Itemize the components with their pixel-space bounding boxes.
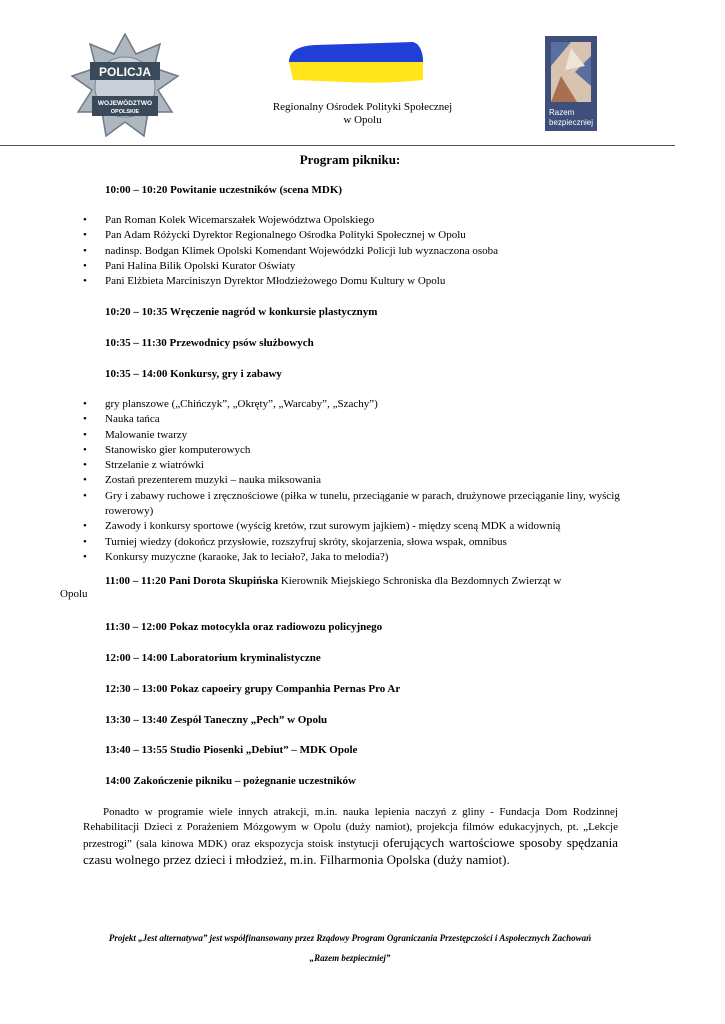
bullet-icon: • bbox=[83, 459, 87, 472]
slot-title: Pokaz capoeiry grupy Companhia Pernas Pro Ar bbox=[170, 683, 401, 695]
bullet-icon: • bbox=[83, 244, 87, 257]
list-item-text: Gry i zabawy ruchowe i zręcznościowe (piłka w tunelu, przeciąganie w parach, drużynowe przeciąganie liny, wyścig rowerowy) bbox=[105, 489, 620, 518]
slot-description: Kierownik Miejskiego Schroniska dla Bezdomnych Zwierząt w bbox=[280, 575, 562, 587]
bullet-icon: • bbox=[83, 398, 87, 410]
list-item bbox=[0, 458, 640, 473]
police-logo-text: POLICJA bbox=[98, 65, 152, 79]
slot-time: 12:30 – 13:00 bbox=[105, 683, 168, 695]
slot-title: Przewodnicy psów służbowych bbox=[169, 337, 314, 349]
slot-time: 13:30 – 13:40 bbox=[105, 714, 168, 726]
bullet-icon: • bbox=[83, 413, 87, 426]
slot-title: Pokaz motocykla oraz radiowozu policyjnego bbox=[169, 621, 383, 633]
list-item bbox=[0, 259, 640, 274]
razem-bezpieczniej-logo bbox=[545, 36, 597, 131]
schedule-slot bbox=[105, 574, 561, 588]
partner-logo-line2: bezpieczniej bbox=[549, 118, 594, 127]
slot-title: Zakończenie pikniku – pożegnanie uczestników bbox=[133, 775, 356, 787]
games-list bbox=[0, 397, 640, 565]
list-item bbox=[0, 519, 640, 534]
list-item-text: Pani Elżbieta Marciniszyn Dyrektor Młodzieżowego Domu Kultury w Opolu bbox=[105, 275, 446, 288]
bullet-icon: • bbox=[83, 535, 87, 548]
list-item-text: Malowanie twarzy bbox=[105, 428, 188, 441]
list-item-text: Nauka tańca bbox=[105, 413, 160, 426]
slot-time: 10:35 – 11:30 bbox=[105, 337, 167, 349]
org-name-line1: Regionalny Ośrodek Polityki Społecznej bbox=[272, 101, 453, 113]
list-item-text: Zawody i konkursy sportowe (wyścig kretów, rzut surowym jajkiem) - między sceną MDK a widownią bbox=[105, 520, 561, 533]
police-logo bbox=[68, 32, 182, 138]
list-item bbox=[0, 274, 640, 289]
slot-title: Pani Dorota Skupińska bbox=[168, 575, 279, 587]
welcome-speakers-list bbox=[0, 213, 640, 289]
schedule-slot bbox=[105, 743, 357, 757]
footer-project-note: Projekt „Jest alternatywa” jest współfinansowany przez Rządowy Program Ograniczania Przestępczości i Aspołecznych Zachowań bbox=[108, 933, 592, 943]
list-item-text: Turniej wiedzy (dokończ przysłowie, rozszyfruj skróty, skojarzenia, słowa wspak, omnibus bbox=[105, 535, 507, 548]
schedule-slot bbox=[105, 774, 356, 788]
list-item-text: Konkursy muzyczne (karaoke, Jak to leciało?, Jaka to melodia?) bbox=[105, 550, 389, 563]
bullet-icon: • bbox=[83, 229, 87, 242]
bullet-icon: • bbox=[83, 550, 87, 563]
slot-time: 12:00 – 14:00 bbox=[105, 652, 168, 664]
list-item bbox=[0, 473, 640, 488]
page-title: Program pikniku: bbox=[299, 152, 401, 167]
slot-title: Powitanie uczestników (scena MDK) bbox=[170, 184, 343, 196]
list-item bbox=[0, 489, 640, 520]
schedule-slot bbox=[105, 367, 282, 381]
bullet-icon: • bbox=[83, 520, 87, 533]
list-item-text: Pan Adam Różycki Dyrektor Regionalnego Ośrodka Polityki Społecznej w Opolu bbox=[105, 229, 466, 242]
list-item bbox=[0, 535, 640, 550]
org-name-line2: w Opolu bbox=[343, 114, 382, 126]
slot-time: 11:30 – 12:00 bbox=[105, 621, 167, 633]
police-logo-sub2: OPOLSKIE bbox=[110, 109, 140, 115]
paragraph-text: Ponadto w programie wiele innych atrakcji, m.in. nauka lepienia naczyń z gliny - Fundacja Dom Rodzinnej Rehabilitacji Dzieci z Porażeniem Mózgowym w Opolu (duży namiot), projekcja filmów edukacyjnych, pt. „Lekcje przestrogi” (sala kinowa MDK) oraz ekspozycja stoisk instytucji bbox=[83, 806, 618, 850]
footer-program-name: „Razem bezpieczniej” bbox=[309, 953, 391, 963]
slot-title: Wręczenie nagród w konkursie plastycznym bbox=[169, 306, 378, 318]
list-item-text: Pani Halina Bilik Opolski Kurator Oświaty bbox=[105, 259, 296, 272]
list-item bbox=[0, 443, 640, 458]
ua-flag-graphic bbox=[285, 40, 425, 85]
list-item bbox=[0, 412, 640, 427]
list-item bbox=[0, 244, 640, 259]
slot-time: 10:35 – 14:00 bbox=[105, 368, 168, 380]
police-logo-sub1: WOJEWÓDZTWO bbox=[97, 100, 153, 107]
bullet-icon: • bbox=[83, 428, 87, 441]
list-item bbox=[0, 213, 640, 228]
slot-description-continued: Opolu bbox=[60, 588, 88, 600]
slot-time: 10:00 – 10:20 bbox=[105, 184, 168, 196]
schedule-slot bbox=[105, 183, 342, 197]
schedule-slot bbox=[105, 336, 314, 350]
slot-time: 11:00 – 11:20 bbox=[105, 575, 167, 587]
bullet-icon: • bbox=[83, 443, 87, 456]
schedule-slot bbox=[105, 305, 377, 319]
slot-time: 13:40 – 13:55 bbox=[105, 744, 168, 756]
slot-time: 10:20 – 10:35 bbox=[105, 306, 168, 318]
slot-title: Studio Piosenki „Debiut” – MDK Opole bbox=[170, 744, 358, 756]
list-item bbox=[0, 228, 640, 243]
list-item bbox=[0, 428, 640, 443]
list-item bbox=[0, 397, 640, 412]
bullet-icon: • bbox=[83, 489, 87, 502]
slot-title: Konkursy, gry i zabawy bbox=[170, 368, 282, 380]
slot-time: 14:00 bbox=[105, 775, 131, 787]
partner-logo-line1: Razem bbox=[549, 108, 575, 117]
list-item bbox=[0, 550, 640, 565]
bullet-icon: • bbox=[83, 259, 87, 272]
paragraph-text-continued: oferujących wartościowe sposoby spędzania czasu wolnego przez dzieci i młodzież, m.in. Filharmonia Opolska (duży namiot). bbox=[83, 835, 618, 867]
list-item-text: Pan Roman Kolek Wicemarszałek Województwa Opolskiego bbox=[105, 214, 375, 226]
list-item-text: gry planszowe („Chińczyk”, „Okręty”, „Warcaby”, „Szachy”) bbox=[105, 398, 378, 410]
schedule-slot bbox=[105, 682, 400, 696]
header-divider bbox=[0, 145, 675, 146]
list-item-text: Strzelanie z wiatrówki bbox=[105, 459, 204, 472]
slot-title: Zespół Taneczny „Pech” w Opolu bbox=[170, 714, 328, 726]
bullet-icon: • bbox=[83, 275, 87, 288]
list-item-text: Stanowisko gier komputerowych bbox=[105, 443, 251, 456]
slot-title: Laboratorium kryminalistyczne bbox=[170, 652, 321, 664]
schedule-slot bbox=[105, 713, 327, 727]
schedule-slot bbox=[105, 620, 382, 634]
bullet-icon: • bbox=[83, 214, 87, 226]
bullet-icon: • bbox=[83, 474, 87, 487]
additional-attractions-paragraph bbox=[83, 805, 618, 869]
schedule-slot bbox=[105, 651, 321, 665]
list-item-text: nadinsp. Bodgan Klimek Opolski Komendant Wojewódzki Policji lub wyznaczona osoba bbox=[105, 244, 499, 257]
list-item-text: Zostań prezenterem muzyki – nauka miksowania bbox=[105, 474, 321, 487]
